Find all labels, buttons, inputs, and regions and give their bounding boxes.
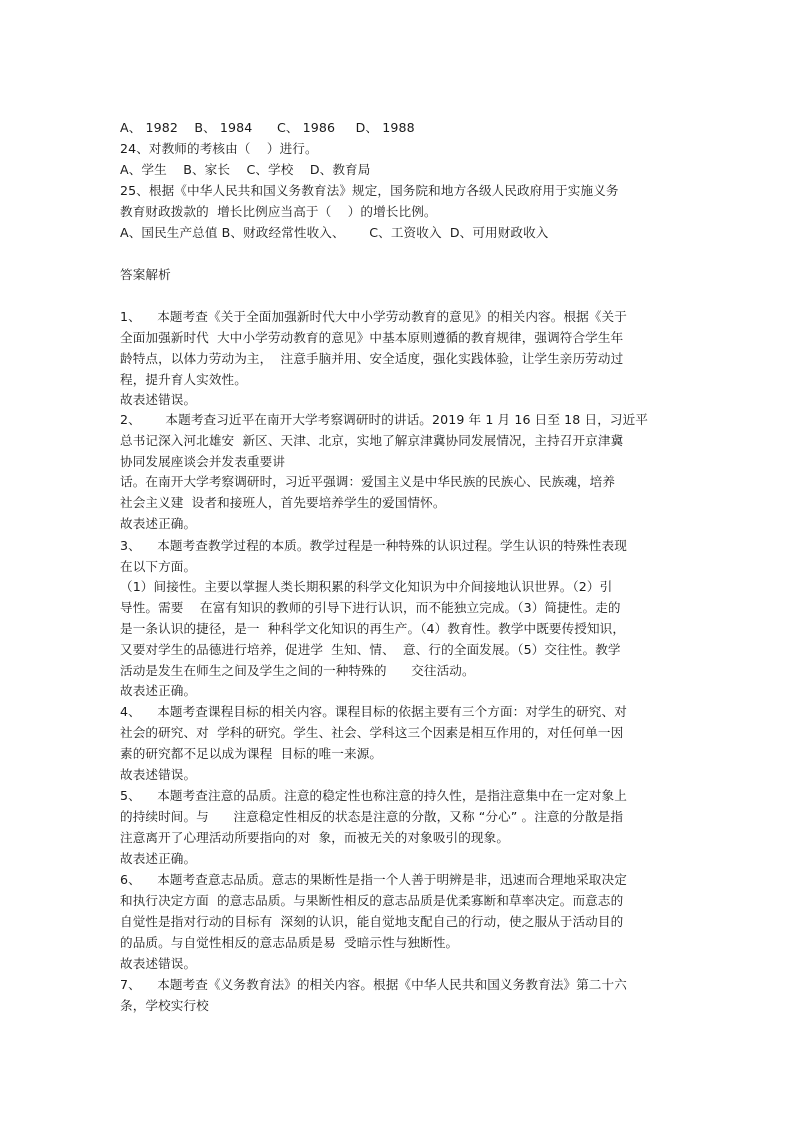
answer-6-line: 6、 本题考查意志品质。意志的果断性是指一个人善于明辨是非，迅速而合理地采取决定 [120,872,627,887]
q24-stem: 24、对教师的考核由（ ）进行。 [120,141,318,156]
answer-1-line: 1、 本题考查《关于全面加强新时代大中小学劳动教育的意见》的相关内容。根据《关于 [120,309,627,324]
answer-5-line: 5、 本题考查注意的品质。注意的稳定性也称注意的持久性，是指注意集中在一定对象上 [120,788,627,803]
answer-3-line: （1）间接性。主要以掌握人类长期积累的科学文化知识为中介间接地认识世界。（2）引 [120,579,613,594]
answer-1-line: 程，提升育人实效性。 [120,372,247,387]
answer-4-line: 社会的研究、对 学科的研究。学生、社会、学科这三个因素是相互作用的，对任何单一因 [120,725,624,740]
answer-6-line: 和执行决定方面 的意志品质。与果断性相反的意志品质是优柔寡断和草率决定。而意志的 [120,893,624,908]
answer-6-line: 的品质。与自觉性相反的意志品质是易 受暗示性与独断性。 [120,935,459,950]
q25-options: A、国民生产总值 B、财政经常性收入、 C、工资收入 D、可用财政收入 [120,225,549,240]
answer-2-line: 2、 本题考查习近平在南开大学考察调研时的讲话。2019 年 1 月 16 日至 18 日，习近平 [120,412,648,427]
answer-5-line: 注意离开了心理活动所要指向的对 象，而被无关的对象吸引的现象。 [120,830,510,845]
answer-1-verdict: 故表述错误。 [120,392,197,407]
answer-2-line: 总书记深入河北雄安 新区、天津、北京，实地了解京津冀协同发展情况，主持召开京津冀 [120,433,624,448]
q25-stem-line-1: 25、根据《中华人民共和国义务教育法》规定，国务院和地方各级人民政府用于实施义务 [120,183,619,198]
answer-3-line: 是一条认识的捷径，是一 种科学文化知识的再生产。（4）教育性。教学中既要传授知识， [120,621,626,636]
answer-6-line: 自觉性是指对行动的目标有 深刻的认识，能自觉地支配自己的行动，使之服从于活动目的 [120,914,624,929]
answer-3-verdict: 故表述正确。 [120,683,197,698]
q25-stem-line-2: 教育财政拨款的 增长比例应当高于（ ）的增长比例。 [120,204,437,219]
answer-4-line: 素的研究都不足以成为课程 目标的唯一来源。 [120,746,383,761]
answer-5-verdict: 故表述正确。 [120,851,197,866]
answer-4-verdict: 故表述错误。 [120,767,197,782]
answer-1-line: 龄特点，以体力劳动为主， 注意手脑并用、安全适度，强化实践体验，让学生亲历劳动过 [120,351,624,366]
answer-4-line: 4、 本题考查课程目标的相关内容。课程目标的依据主要有三个方面：对学生的研究、对 [120,704,627,719]
q24-options: A、学生 B、家长 C、学校 D、教育局 [120,162,371,177]
answer-1-line: 全面加强新时代 大中小学劳动教育的意见》中基本原则遵循的教育规律，强调符合学生年 [120,330,624,345]
answer-3-line: 活动是发生在师生之间及学生之间的一种特殊的 交往活动。 [120,663,475,678]
answers-heading: 答案解析 [120,267,171,282]
answer-2-line: 社会主义建 设者和接班人，首先要培养学生的爱国情怀。 [120,495,446,510]
answer-2-verdict: 故表述正确。 [120,516,197,531]
answer-6-verdict: 故表述错误。 [120,956,197,971]
answer-5-line: 的持续时间。与 注意稳定性相反的状态是注意的分散，又称 “分心” 。注意的分散是指 [120,809,624,824]
answer-7-line: 7、 本题考查《义务教育法》的相关内容。根据《中华人民共和国义务教育法》第二十六 [120,977,627,992]
answer-7-line: 条，学校实行校 [120,998,209,1013]
answer-3-line: 在以下方面。 [120,559,197,574]
answer-2-line: 协同发展座谈会并发表重要讲 [120,454,286,469]
answer-3-line: 又要对学生的品德进行培养，促进学 生知、情、 意、行的全面发展。（5）交往性。教学 [120,642,621,657]
answer-3-line: 导性。需要 在富有知识的教师的引导下进行认识，而不能独立完成。（3）简捷性。走的 [120,600,621,615]
answer-3-line: 3、 本题考查教学过程的本质。教学过程是一种特殊的认识过程。学生认识的特殊性表现 [120,538,627,553]
q23-options: A、 1982 B、 1984 C、 1986 D、 1988 [120,120,415,135]
answer-2-line: 话。在南开大学考察调研时，习近平强调：爱国主义是中华民族的民族心、民族魂，培养 [120,474,616,489]
